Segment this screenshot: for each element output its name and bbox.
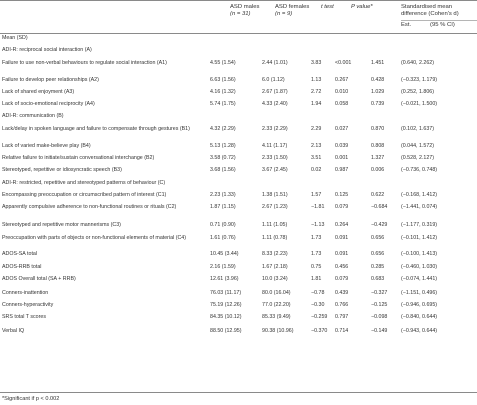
cell-est: −0.684 <box>371 204 388 210</box>
cell-est: 0.285 <box>371 264 385 270</box>
row-label: Failure to use non-verbal behaviours to regulate social interaction (A1) <box>2 60 167 66</box>
cell-female: 90.38 (10.96) <box>262 328 294 334</box>
header-p-value: P value* <box>351 4 373 10</box>
cell-female: 2.67 (1.87) <box>262 89 288 95</box>
cell-p: 0.058 <box>335 101 349 107</box>
cell-male: 84.35 (10.12) <box>210 314 242 320</box>
row-label: Lack/delay in spoken language and failure to compensate through gestures (B1) <box>2 126 190 132</box>
cell-t: 2.29 <box>311 126 322 132</box>
cell-female: 4.33 (2.40) <box>262 101 288 107</box>
cell-male: 88.50 (12.95) <box>210 328 242 334</box>
row-label: Lack of varied make-believe play (B4) <box>2 143 91 149</box>
row-label: Conners-inattention <box>2 290 49 296</box>
cell-t: 2.72 <box>311 89 322 95</box>
row-label: Stereotyped and repetitive motor mannerisms (C3) <box>2 222 121 228</box>
cell-female: 10.0 (3.24) <box>262 276 288 282</box>
cell-est: 0.683 <box>371 276 385 282</box>
cell-female: 2.33 (1.50) <box>262 155 288 161</box>
cell-ci: (0.102, 1.637) <box>401 126 434 132</box>
cell-t: −0.30 <box>311 302 325 308</box>
cell-female: 85.33 (9.49) <box>262 314 291 320</box>
cell-t: 1.73 <box>311 235 322 241</box>
row-label: SRS total T scores <box>2 314 46 320</box>
cell-male: 5.13 (1.28) <box>210 143 236 149</box>
row-label: ADI-R: communication (B) <box>2 113 64 119</box>
cell-male: 4.55 (1.54) <box>210 60 236 66</box>
cell-t: −1.81 <box>311 204 325 210</box>
cell-t: 0.75 <box>311 264 322 270</box>
cell-male: 10.45 (3.44) <box>210 251 239 257</box>
cell-male: 3.68 (1.56) <box>210 167 236 173</box>
cell-male: 5.74 (1.75) <box>210 101 236 107</box>
cell-p: 0.079 <box>335 276 349 282</box>
cell-ci: (−1.151, 0.496) <box>401 290 438 296</box>
cell-t: 1.57 <box>311 192 322 198</box>
cell-t: 3.51 <box>311 155 322 161</box>
cell-p: 0.001 <box>335 155 349 161</box>
cell-female: 1.67 (2.18) <box>262 264 288 270</box>
header-smd-line2: difference (Cohen's d) <box>401 11 459 18</box>
cell-male: 6.63 (1.56) <box>210 77 236 83</box>
header-est: Est. <box>401 22 412 28</box>
cell-t: 1.94 <box>311 101 322 107</box>
cell-p: 0.264 <box>335 222 349 228</box>
cell-p: 0.987 <box>335 167 349 173</box>
cell-t: 2.13 <box>311 143 322 149</box>
cell-male: 0.71 (0.90) <box>210 222 236 228</box>
cell-male: 2.16 (1.59) <box>210 264 236 270</box>
row-label: ADI-R: restricted, repetitive and stereotyped patterns of behaviour (C) <box>2 180 166 186</box>
cell-ci: (−0.323, 1.179) <box>401 77 438 83</box>
cell-p: 0.039 <box>335 143 349 149</box>
header-asd-females-n: (n = 9) <box>275 11 293 18</box>
cell-est: 0.808 <box>371 143 385 149</box>
header-rule <box>0 33 477 34</box>
cell-ci: (−0.100, 1.413) <box>401 251 438 257</box>
cell-male: 75.19 (12.26) <box>210 302 242 308</box>
row-label: Preoccupation with parts of objects or non-functional elements of material (C4) <box>2 235 187 241</box>
cell-male: 76.03 (11.17) <box>210 290 242 296</box>
cell-female: 1.11 (1.05) <box>262 222 288 228</box>
cell-ci: (−0.101, 1.412) <box>401 235 438 241</box>
cell-p: 0.091 <box>335 235 349 241</box>
row-label: Failure to develop peer relationships (A2) <box>2 77 99 83</box>
cell-est: 0.622 <box>371 192 385 198</box>
row-label: Apparently compulsive adherence to non-functional routines or rituals (C2) <box>2 204 177 210</box>
cell-est: −0.125 <box>371 302 388 308</box>
cell-t: −0.78 <box>311 290 325 296</box>
cell-est: −0.327 <box>371 290 388 296</box>
row-label: ADOS-SA total <box>2 251 38 257</box>
row-label: ADI-R: reciprocal social interaction (A) <box>2 47 92 53</box>
cell-t: 1.13 <box>311 77 322 83</box>
cell-ci: (−0.736, 0.748) <box>401 167 438 173</box>
smd-subrule <box>401 20 477 21</box>
row-label: Lack of shared enjoyment (A3) <box>2 89 75 95</box>
cell-ci: (−0.074, 1.441) <box>401 276 438 282</box>
cell-female: 77.0 (22.20) <box>262 302 291 308</box>
bottom-rule <box>0 392 477 393</box>
cell-ci: (−0.021, 1.500) <box>401 101 438 107</box>
header-asd-males <box>230 4 259 18</box>
cell-est: 0.006 <box>371 167 385 173</box>
cell-male: 3.58 (0.72) <box>210 155 236 161</box>
cell-p: 0.091 <box>335 251 349 257</box>
cell-t: 3.83 <box>311 60 322 66</box>
cell-female: 1.38 (1.51) <box>262 192 288 198</box>
header-smd <box>401 4 459 18</box>
cell-ci: (−0.946, 0.695) <box>401 302 438 308</box>
cell-t: 0.02 <box>311 167 322 173</box>
cell-p: 0.766 <box>335 302 349 308</box>
cell-t: 1.81 <box>311 276 322 282</box>
header-t-test: t test <box>321 4 334 10</box>
header-asd-females <box>275 4 309 18</box>
top-rule <box>0 0 477 1</box>
row-label: Conners-hyperactivity <box>2 302 54 308</box>
cell-est: −0.098 <box>371 314 388 320</box>
row-label: Stereotyped, repetitive or idiosyncratic speech (B3) <box>2 167 122 173</box>
cell-p: 0.010 <box>335 89 349 95</box>
cell-p: 0.125 <box>335 192 349 198</box>
cell-p: 0.456 <box>335 264 349 270</box>
cell-male: 12.61 (3.96) <box>210 276 239 282</box>
header-asd-males-label: ASD males <box>230 4 260 10</box>
cell-est: 0.428 <box>371 77 385 83</box>
cell-ci: (0.252, 1.806) <box>401 89 434 95</box>
cell-male: 1.87 (1.15) <box>210 204 236 210</box>
cell-female: 8.33 (2.23) <box>262 251 288 257</box>
row-label: Encompassing preoccupation or circumscribed pattern of interest (C1) <box>2 192 167 198</box>
row-label: Mean (SD) <box>2 35 28 41</box>
cell-p: 0.439 <box>335 290 349 296</box>
cell-est: 1.327 <box>371 155 385 161</box>
cell-est: 0.870 <box>371 126 385 132</box>
header-ci: (95 % CI) <box>430 22 455 28</box>
cell-est: −0.149 <box>371 328 388 334</box>
cell-ci: (0.044, 1.572) <box>401 143 434 149</box>
footnote: *Significant if p < 0.002 <box>2 396 60 402</box>
row-label: ADOS Overall total (SA + RRB) <box>2 276 76 282</box>
cell-est: 1.451 <box>371 60 385 66</box>
cell-p: 0.797 <box>335 314 349 320</box>
cell-male: 2.23 (1.33) <box>210 192 236 198</box>
cell-t: 1.73 <box>311 251 322 257</box>
cell-male: 1.61 (0.76) <box>210 235 236 241</box>
cell-est: −0.429 <box>371 222 388 228</box>
row-label: Relative failure to initiate/sustain conversational interchange (B2) <box>2 155 155 161</box>
cell-female: 2.67 (1.23) <box>262 204 288 210</box>
cell-ci: (−0.460, 1.030) <box>401 264 438 270</box>
row-label: Verbal IQ <box>2 328 25 334</box>
cell-male: 4.16 (1.32) <box>210 89 236 95</box>
cell-female: 3.67 (2.45) <box>262 167 288 173</box>
cell-ci: (0.640, 2.262) <box>401 60 434 66</box>
row-label: Lack of socio-emotional reciprocity (A4) <box>2 101 95 107</box>
cell-t: −0.370 <box>311 328 328 334</box>
cell-ci: (−1.177, 0.319) <box>401 222 438 228</box>
cell-female: 2.44 (1.01) <box>262 60 288 66</box>
cell-ci: (−0.943, 0.644) <box>401 328 438 334</box>
cell-est: 0.656 <box>371 235 385 241</box>
cell-p: 0.079 <box>335 204 349 210</box>
row-label: ADOS-RRB total <box>2 264 42 270</box>
cell-est: 0.739 <box>371 101 385 107</box>
cell-est: 1.029 <box>371 89 385 95</box>
cell-ci: (−0.168, 1.412) <box>401 192 438 198</box>
cell-female: 4.11 (1.17) <box>262 143 288 149</box>
header-smd-line1: Standardised mean <box>401 4 453 10</box>
header-asd-males-n: (n = 31) <box>230 11 251 18</box>
cell-t: −0.259 <box>311 314 328 320</box>
cell-t: −1.13 <box>311 222 325 228</box>
cell-p: 0.267 <box>335 77 349 83</box>
cell-p: 0.027 <box>335 126 349 132</box>
cell-ci: (−0.840, 0.644) <box>401 314 438 320</box>
cell-p: 0.714 <box>335 328 349 334</box>
cell-ci: (0.528, 2.127) <box>401 155 434 161</box>
cell-female: 6.0 (1.12) <box>262 77 285 83</box>
cell-female: 2.33 (2.29) <box>262 126 288 132</box>
header-asd-females-label: ASD females <box>275 4 310 10</box>
cell-female: 80.0 (16.04) <box>262 290 291 296</box>
cell-est: 0.656 <box>371 251 385 257</box>
cell-male: 4.32 (2.29) <box>210 126 236 132</box>
cell-ci: (−1.441, 0.074) <box>401 204 438 210</box>
cell-p: <0.001 <box>335 60 352 66</box>
cell-female: 1.11 (0.78) <box>262 235 288 241</box>
